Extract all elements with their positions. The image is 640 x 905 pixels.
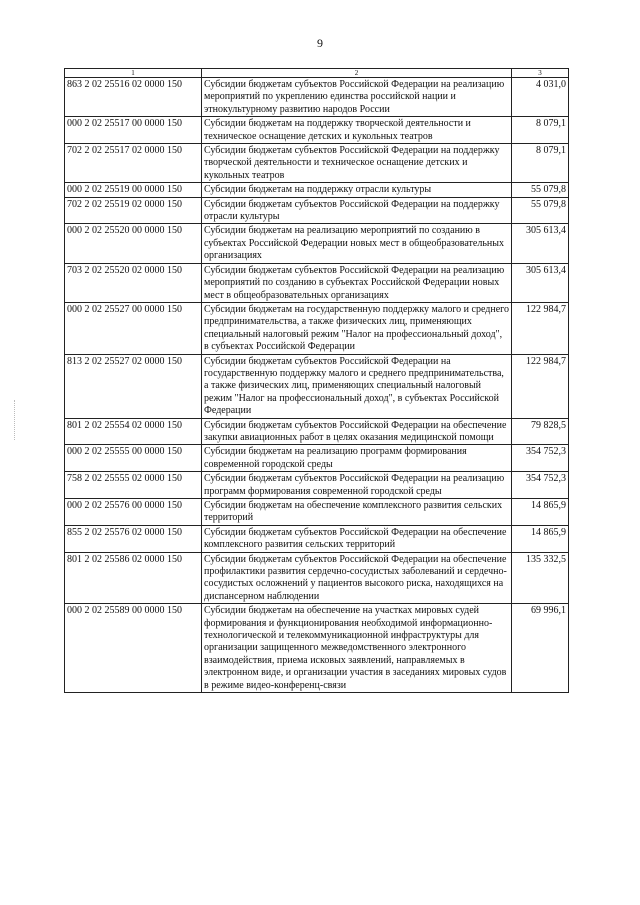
amount: 55 079,8 [512, 197, 569, 224]
description: Субсидии бюджетам на реализацию программ формирования современной городской среды [202, 445, 512, 472]
budget-code: 000 2 02 25517 00 0000 150 [65, 117, 202, 144]
description: Субсидии бюджетам субъектов Российской Федерации на реализацию программ формирования современной городской среды [202, 472, 512, 499]
amount: 305 613,4 [512, 224, 569, 263]
table-row [65, 144, 569, 183]
budget-code: 000 2 02 25520 00 0000 150 [65, 224, 202, 263]
table-row [65, 78, 569, 117]
description: Субсидии бюджетам субъектов Российской Федерации на обеспечение профилактики развития сердечно-сосудистых заболеваний и сердечно-сосудистых осложнений у пациентов высокого риска, находящихся на диспансерном наблюдении [202, 552, 512, 604]
description: Субсидии бюджетам субъектов Российской Федерации на поддержку отрасли культуры [202, 197, 512, 224]
amount: 122 984,7 [512, 354, 569, 418]
table-row [65, 525, 569, 552]
budget-code: 702 2 02 25517 02 0000 150 [65, 144, 202, 183]
description: Субсидии бюджетам на реализацию мероприятий по созданию в субъектах Российской Федерации новых мест в общеобразовательных организациях [202, 224, 512, 263]
description: Субсидии бюджетам субъектов Российской Федерации на поддержку творческой деятельности и техническое оснащение детских и кукольных театров [202, 144, 512, 183]
table-row [65, 472, 569, 499]
description: Субсидии бюджетам на обеспечение на участках мировых судей формирования и функционирования необходимой информационно-технологической и телекоммуникационной инфраструктуры для организации защищенного межведомственного электронного взаимодействия, приема исковых заявлений, направляемых в электронном виде, и организации участия в заседаниях мировых судов в режиме видео-конференц-связи [202, 604, 512, 693]
amount: 14 865,9 [512, 525, 569, 552]
table-row [65, 552, 569, 604]
table-row [65, 263, 569, 302]
description: Субсидии бюджетам субъектов Российской Федерации на обеспечение закупки авиационных работ в целях оказания медицинской помощи [202, 418, 512, 445]
table-row [65, 197, 569, 224]
amount: 305 613,4 [512, 263, 569, 302]
budget-code: 863 2 02 25516 02 0000 150 [65, 78, 202, 117]
budget-code: 000 2 02 25555 00 0000 150 [65, 445, 202, 472]
amount: 69 996,1 [512, 604, 569, 693]
description: Субсидии бюджетам на государственную поддержку малого и среднего предпринимательства, а также физических лиц, применяющих специальный налоговый режим "Налог на профессиональный доход", в субъектах Российской Федерации [202, 302, 512, 354]
budget-code: 801 2 02 25554 02 0000 150 [65, 418, 202, 445]
description: Субсидии бюджетам субъектов Российской Федерации на реализацию мероприятий по созданию в субъектах Российской Федерации новых мест в общеобразовательных организациях [202, 263, 512, 302]
amount: 122 984,7 [512, 302, 569, 354]
header-col-amount: 3 [512, 69, 569, 78]
description: Субсидии бюджетам субъектов Российской Федерации на государственную поддержку малого и среднего предпринимательства, а также физических лиц, применяющих специальный налоговый режим "Налог на профессиональный доход", в субъектах Российской Федерации [202, 354, 512, 418]
amount: 354 752,3 [512, 445, 569, 472]
budget-code: 801 2 02 25586 02 0000 150 [65, 552, 202, 604]
table-row [65, 354, 569, 418]
amount: 8 079,1 [512, 144, 569, 183]
table-row [65, 183, 569, 197]
table-row [65, 418, 569, 445]
budget-code: 702 2 02 25519 02 0000 150 [65, 197, 202, 224]
description: Субсидии бюджетам субъектов Российской Федерации на реализацию мероприятий по укреплению единства российской нации и этнокультурному развитию народов России [202, 78, 512, 117]
table-row [65, 302, 569, 354]
table-row [65, 224, 569, 263]
header-col-description: 2 [202, 69, 512, 78]
amount: 8 079,1 [512, 117, 569, 144]
description: Субсидии бюджетам на поддержку творческой деятельности и техническое оснащение детских и кукольных театров [202, 117, 512, 144]
amount: 14 865,9 [512, 499, 569, 526]
budget-code: 855 2 02 25576 02 0000 150 [65, 525, 202, 552]
amount: 354 752,3 [512, 472, 569, 499]
header-col-code: 1 [65, 69, 202, 78]
table-row [65, 604, 569, 693]
table-header [65, 69, 569, 78]
budget-code: 703 2 02 25520 02 0000 150 [65, 263, 202, 302]
budget-code: 000 2 02 25527 00 0000 150 [65, 302, 202, 354]
budget-code: 000 2 02 25576 00 0000 150 [65, 499, 202, 526]
table-row [65, 117, 569, 144]
budget-code: 000 2 02 25589 00 0000 150 [65, 604, 202, 693]
description: Субсидии бюджетам субъектов Российской Федерации на обеспечение комплексного развития сельских территорий [202, 525, 512, 552]
budget-code: 813 2 02 25527 02 0000 150 [65, 354, 202, 418]
amount: 135 332,5 [512, 552, 569, 604]
description: Субсидии бюджетам на обеспечение комплексного развития сельских территорий [202, 499, 512, 526]
amount: 79 828,5 [512, 418, 569, 445]
description: Субсидии бюджетам на поддержку отрасли культуры [202, 183, 512, 197]
page-number: 9 [317, 36, 323, 50]
table-row [65, 499, 569, 526]
scan-margin-mark [14, 400, 17, 440]
amount: 55 079,8 [512, 183, 569, 197]
header-row [65, 69, 569, 78]
budget-code: 758 2 02 25555 02 0000 150 [65, 472, 202, 499]
table-row [65, 445, 569, 472]
budget-code: 000 2 02 25519 00 0000 150 [65, 183, 202, 197]
amount: 4 031,0 [512, 78, 569, 117]
budget-table [64, 68, 569, 693]
table-body [65, 78, 569, 693]
